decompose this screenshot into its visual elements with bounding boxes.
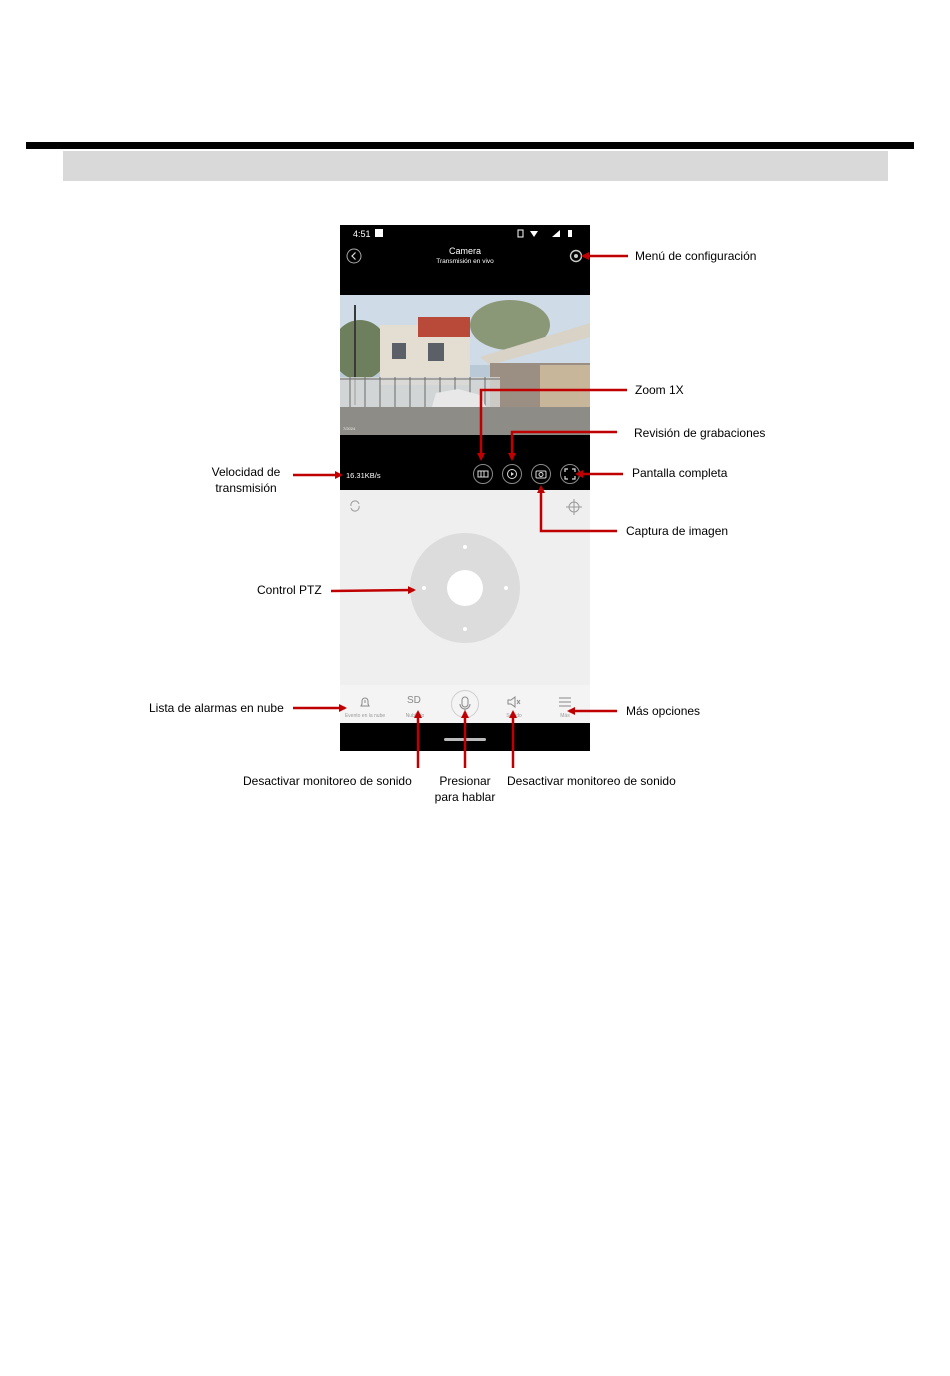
sd-icon[interactable]: SD [407, 695, 421, 706]
callout-sound-left: Desactivar monitoreo de sonido [243, 774, 412, 788]
callout-speed: Velocidad de transmisión [211, 465, 281, 495]
page-subtitle: Transmisión en vivo [436, 258, 494, 265]
toolbar-label-alarms: Evento en la nube [344, 713, 386, 719]
callout-sound-right: Desactivar monitoreo de sonido [507, 774, 676, 788]
callout-recordings: Revisión de grabaciones [634, 426, 766, 440]
toolbar-label-sd: Nublado [405, 713, 425, 719]
callout-talk: Presionar para hablar [434, 774, 496, 804]
arrow-recordings [512, 432, 617, 459]
page-title: Camera [448, 246, 481, 256]
callout-fullscreen: Pantalla completa [632, 466, 728, 480]
callout-alarms: Lista de alarmas en nube [149, 701, 284, 715]
video-timestamp: 7/2024 [343, 426, 356, 431]
callout-ptz: Control PTZ [257, 583, 322, 597]
callout-capture: Captura de imagen [626, 524, 729, 538]
callout-more: Más opciones [626, 704, 701, 718]
toolbar-label-sound: Sonido [506, 713, 522, 719]
callout-zoom: Zoom 1X [635, 383, 684, 397]
arrow-capture [541, 487, 617, 531]
status-time: 4:51 [353, 229, 371, 239]
arrow-ptz [331, 590, 414, 591]
toolbar-label-more: Más [560, 713, 570, 719]
bitrate-readout: 16.31KB/s [346, 471, 381, 480]
callout-settings: Menú de configuración [635, 249, 757, 263]
arrow-zoom [481, 390, 627, 459]
